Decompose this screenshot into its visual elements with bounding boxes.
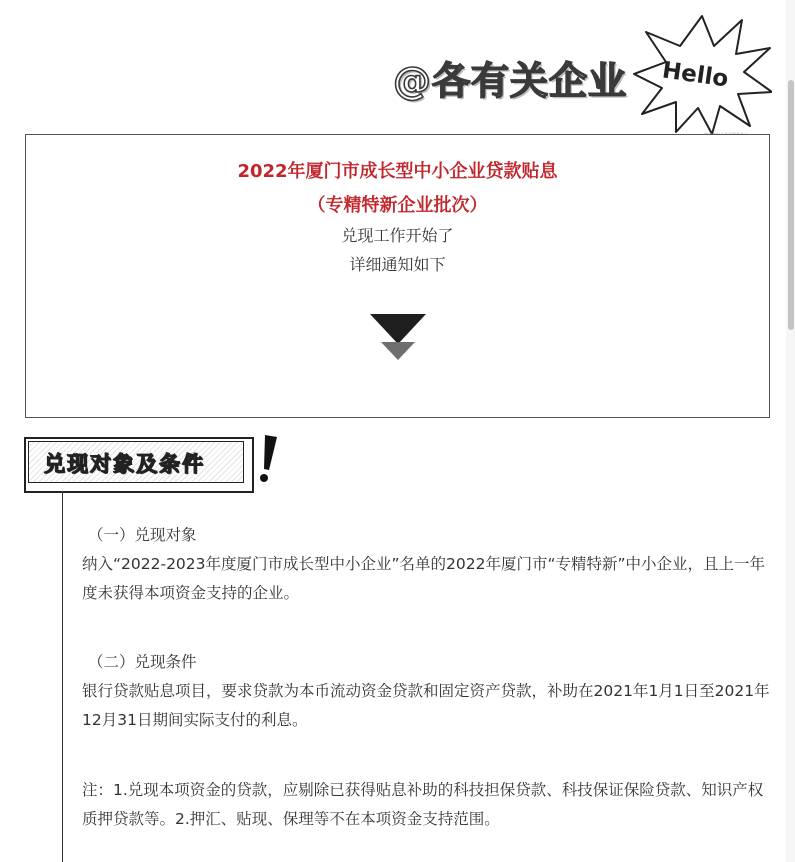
scrollbar[interactable] [786, 0, 795, 862]
intro-subtitle-line1: 兑现工作开始了 [341, 226, 454, 245]
scrollbar-thumb[interactable] [788, 80, 794, 330]
item-1 [82, 521, 772, 608]
note [82, 776, 772, 834]
item-2-heading: （二）兑现条件 [88, 653, 197, 671]
intro-card [25, 134, 770, 418]
watermark-text: @各有关企业 [393, 59, 628, 103]
item-1-body: 纳入“2022-2023年度厦门市成长型中小企业”名单的2022年厦门市“专精特新”中小企业，且上一年度未获得本项资金支持的企业。 [82, 555, 766, 602]
section-title: 兑现对象及条件 [44, 452, 205, 476]
double-chevron-down-icon [369, 312, 427, 362]
section-vertical-line [62, 491, 63, 862]
hello-text: Hello [660, 57, 730, 93]
section-header [24, 437, 252, 491]
item-2-body: 银行贷款贴息项目，要求贷款为本币流动资金贷款和固定资产贷款，补助在2021年1月1日至2021年12月31日期间实际支付的利息。 [82, 682, 770, 729]
note-text: 注：1.兑现本项资金的贷款，应剔除已获得贴息补助的科技担保贷款、科技保证保险贷款、知识产权质押贷款等。2.押汇、贴现、保理等不在本项资金支持范围。 [82, 781, 764, 828]
intro-title-line1: 2022年厦门市成长型中小企业贷款贴息 [237, 161, 558, 182]
intro-title-line2: （专精特新企业批次） [307, 195, 488, 216]
item-1-heading: （一）兑现对象 [88, 526, 197, 544]
intro-subtitle-line2: 详细通知如下 [349, 255, 446, 274]
item-2 [82, 648, 772, 735]
hello-badge [632, 14, 772, 136]
exclamation-icon [256, 434, 278, 484]
